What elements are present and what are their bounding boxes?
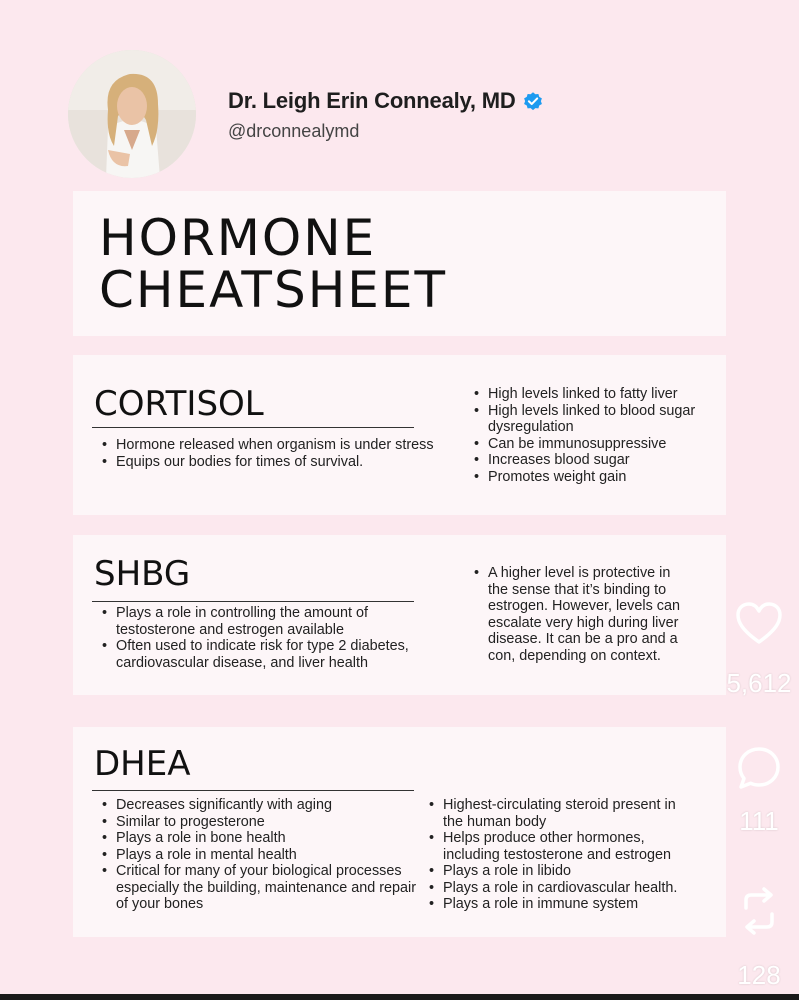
list-item: • Hormone released when organism is under stress (99, 437, 459, 454)
list-item: • Similar to progesterone (99, 814, 419, 831)
title-line-1: HORMONE (99, 209, 377, 267)
title-card (73, 191, 726, 336)
title-line-2: CHEATSHEET (99, 261, 448, 319)
list-item: • Highest-circulating steroid present in the human body (426, 797, 696, 830)
profile-name[interactable]: Dr. Leigh Erin Connealy, MD (228, 88, 516, 113)
dhea-card (73, 727, 726, 937)
shbg-card (73, 535, 726, 695)
shbg-left-list (99, 605, 434, 671)
verified-badge-icon (522, 90, 544, 112)
repost-count: 128 (737, 960, 781, 990)
list-item: • Plays a role in cardiovascular health. (426, 880, 696, 897)
shbg-right-list (471, 565, 693, 664)
list-item: • Helps produce other hormones, including testosterone and estrogen (426, 830, 696, 863)
heart-icon[interactable] (734, 600, 784, 648)
list-item: • Critical for many of your biological processes especially the building, maintenance and repair of your bones (99, 863, 419, 913)
like-action (719, 600, 799, 699)
section-divider (92, 790, 414, 791)
list-item: • A higher level is protective in the sense that it’s binding to estrogen. However, levels can escalate very high during liver disease. It can be a pro and a con, depending on context. (471, 565, 693, 664)
list-item: • Plays a role in bone health (99, 830, 419, 847)
repost-action (719, 884, 799, 991)
section-divider (92, 601, 414, 602)
section-title: SHBG (94, 554, 191, 594)
cortisol-left-list (99, 437, 459, 470)
bottom-bar (0, 994, 799, 1000)
list-item: • Often used to indicate risk for type 2 diabetes, cardiovascular disease, and liver health (99, 638, 434, 671)
list-item: • Promotes weight gain (471, 469, 701, 486)
list-item: • Plays a role in libido (426, 863, 696, 880)
dhea-right-list (426, 797, 696, 913)
comment-count: 111 (739, 806, 779, 836)
list-item: • Decreases significantly with aging (99, 797, 419, 814)
list-item: • Increases blood sugar (471, 452, 701, 469)
cortisol-right-list (471, 386, 701, 485)
dhea-left-list (99, 797, 419, 913)
profile-avatar[interactable] (68, 50, 196, 178)
repost-icon[interactable] (734, 884, 784, 938)
list-item: • Equips our bodies for times of survival. (99, 454, 459, 471)
list-item: • Plays a role in mental health (99, 847, 419, 864)
list-item: • Plays a role in immune system (426, 896, 696, 913)
list-item: • Plays a role in controlling the amount of testosterone and estrogen available (99, 605, 434, 638)
like-count: 5,612 (726, 668, 792, 698)
section-title: DHEA (94, 744, 191, 784)
comment-action (719, 744, 799, 837)
profile-handle[interactable]: @drconnealymd (228, 121, 360, 141)
list-item: • High levels linked to blood sugar dysregulation (471, 403, 701, 436)
list-item: • Can be immunosuppressive (471, 436, 701, 453)
comment-bubble-icon[interactable] (734, 744, 784, 794)
section-divider (92, 427, 414, 428)
profile-photo (68, 50, 196, 178)
section-title: CORTISOL (94, 384, 264, 424)
list-item: • High levels linked to fatty liver (471, 386, 701, 403)
cortisol-card (73, 355, 726, 515)
